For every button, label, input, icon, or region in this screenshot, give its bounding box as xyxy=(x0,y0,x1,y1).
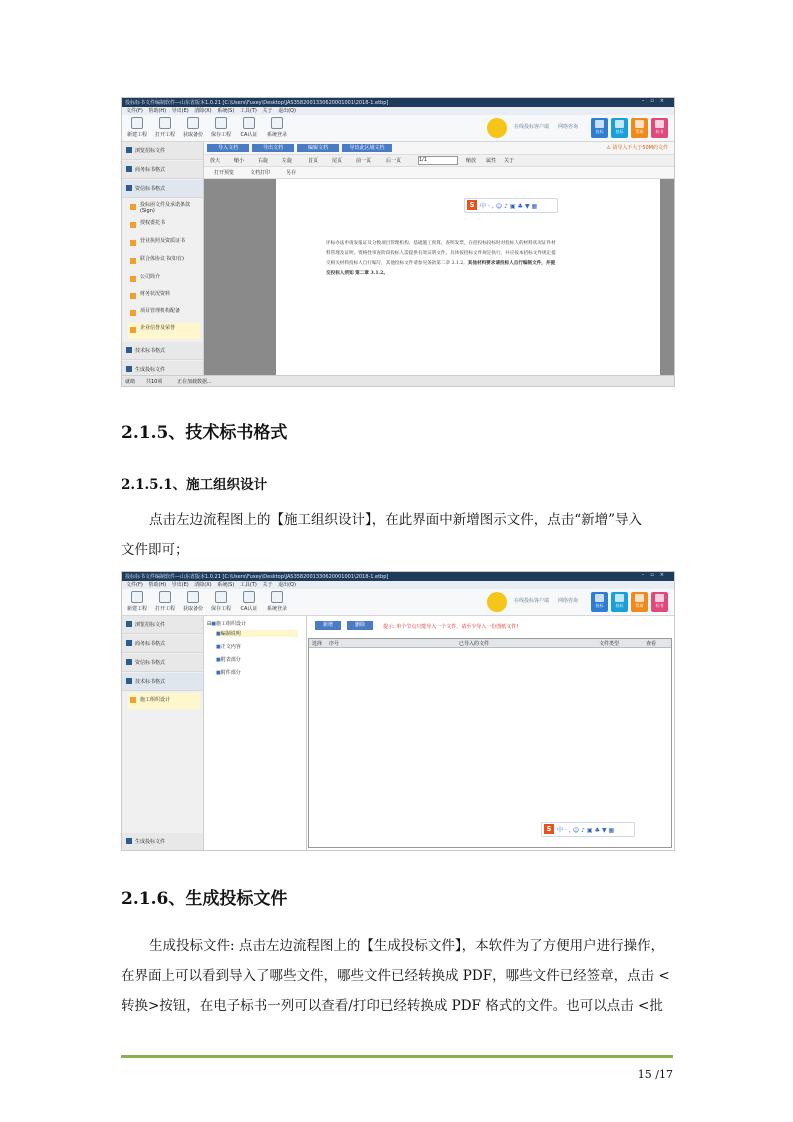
sogou-icon: S xyxy=(467,200,477,210)
heading-2-1-5-1: 2.1.5.1、施工组织设计 xyxy=(121,477,268,493)
status-bar: 就绪 共10项 正在加载数据... xyxy=(122,375,674,386)
mascot-icon xyxy=(487,118,507,138)
next-page-button[interactable]: 后一页 xyxy=(386,158,402,164)
scale-button[interactable]: 缩放 xyxy=(466,158,477,164)
main-toolbar xyxy=(122,589,674,616)
menu-export[interactable]: 导出(E) xyxy=(171,108,189,114)
first-page-button[interactable]: 首页 xyxy=(308,158,319,164)
flow-sidebar xyxy=(122,142,204,375)
last-page-button[interactable]: 尾页 xyxy=(332,158,343,164)
title-bar xyxy=(122,98,674,107)
online-client-link[interactable]: 在线投标客户端 xyxy=(514,598,550,604)
ca-icon xyxy=(243,591,255,603)
sidebar-item-generate[interactable]: 生成投标文件 xyxy=(122,361,203,379)
open-project-icon xyxy=(159,591,171,603)
open-project-button[interactable]: 打开工程 xyxy=(152,591,178,612)
login-icon xyxy=(271,591,283,603)
generate-icon xyxy=(126,838,132,844)
menu-system[interactable]: 系统(S) xyxy=(217,108,235,114)
open-project-button[interactable]: 打开工程 xyxy=(152,117,178,138)
new-project-button[interactable]: 新建工程 xyxy=(124,117,150,138)
sub-item-1[interactable]: 投标函文件及承诺条款(Sign) xyxy=(128,200,200,216)
ca-auth-button[interactable]: CA认证 xyxy=(236,591,262,612)
main-toolbar xyxy=(122,115,674,142)
technical-icon xyxy=(126,347,132,353)
ca-icon xyxy=(243,117,255,129)
save-icon xyxy=(215,591,227,603)
window-title: 投标标书文件编制软件—山东省版本1.0.21 [C:\Users\Fuxey\Desktop\JAS3582001330620001001\2018-1.etbp] xyxy=(125,100,389,106)
save-project-button[interactable]: 保存工程 xyxy=(208,117,234,138)
sidebar-item-technical-format[interactable]: 技术标书格式 xyxy=(122,342,203,360)
paragraph-line: 在界面上可以看到导入了哪些文件，哪些文件已经转换成 PDF，哪些文件已经签章，点击 < xyxy=(121,968,670,984)
big-button-1[interactable]: 投标 xyxy=(591,592,608,612)
paragraph-line: 生成投标文件: 点击左边流程图上的【生成投标文件】，本软件为了方便用户进行操作， xyxy=(149,938,665,954)
big-button-3[interactable]: 帮助 xyxy=(631,118,648,138)
open-preview-button[interactable]: 打开预览 xyxy=(214,170,235,176)
mascot-icon xyxy=(487,592,507,612)
browse-icon xyxy=(126,147,132,153)
tree-node[interactable]: ■编制说明 xyxy=(216,630,298,637)
paragraph-line: 文件即可； xyxy=(121,542,189,558)
menu-help[interactable]: 帮助(H) xyxy=(148,582,167,588)
menu-about[interactable]: 关于 xyxy=(262,582,273,588)
window-controls[interactable]: –▫× xyxy=(641,98,670,104)
add-button[interactable]: 新增 xyxy=(315,621,341,630)
help-icon xyxy=(635,120,644,128)
title-bar xyxy=(122,572,674,581)
business-icon xyxy=(126,166,132,172)
sub-item-5[interactable]: 公司简介 xyxy=(128,272,200,288)
file-table xyxy=(308,638,672,848)
sogou-icon: S xyxy=(544,824,554,834)
ime-toolbar[interactable]: S 中·,☺♪▣♣▼▦ xyxy=(464,198,558,213)
sub-item-3[interactable]: 营业执照及资质证书 xyxy=(128,236,200,252)
save-as-button[interactable]: 另存 xyxy=(286,170,297,176)
footer-rule xyxy=(121,1055,673,1058)
online-client-link[interactable]: 在线投标客户端 xyxy=(514,124,550,130)
browse-icon xyxy=(126,621,132,627)
network-consult-link[interactable]: 网络咨询 xyxy=(558,124,579,130)
business-icon xyxy=(126,640,132,646)
page-number: 15 /17 xyxy=(637,1068,673,1081)
big-button-2[interactable]: 投标 xyxy=(611,592,628,612)
open-project-icon xyxy=(159,117,171,129)
credential-icon xyxy=(126,659,132,665)
tree-node[interactable]: ■附件部分 xyxy=(216,670,241,676)
save-project-button[interactable]: 保存工程 xyxy=(208,591,234,612)
login-icon xyxy=(271,117,283,129)
window-controls[interactable]: –▫× xyxy=(641,572,670,578)
heading-2-1-5: 2.1.5、技术标书格式 xyxy=(121,423,288,443)
sub-item-construction-design[interactable]: 施工组织设计 xyxy=(128,693,200,709)
backup-button[interactable]: 获取备份 xyxy=(180,117,206,138)
sidebar-item-generate[interactable]: 生成投标文件 xyxy=(122,833,203,851)
sub-item-7[interactable]: 项目管理机构配备 xyxy=(128,306,200,322)
import-doc-button[interactable]: 导入文档 xyxy=(207,144,249,152)
delete-button[interactable]: 删除 xyxy=(347,621,373,630)
print-doc-button[interactable]: 文档打印 xyxy=(250,170,271,176)
size-warning: ⚠ 请导入不大于50M的文件 xyxy=(606,145,668,151)
credential-icon xyxy=(126,185,132,191)
sidebar-item-business-format[interactable]: 商务标书格式 xyxy=(122,635,203,653)
big-button-1[interactable]: 投标 xyxy=(591,118,608,138)
system-login-button[interactable]: 系统登录 xyxy=(264,117,290,138)
new-project-button[interactable]: 新建工程 xyxy=(124,591,150,612)
screenshot-software-window-2 xyxy=(121,571,675,851)
menu-help[interactable]: 帮助(H) xyxy=(148,108,167,114)
flow-sidebar xyxy=(122,616,204,850)
viewer-toolbar xyxy=(204,155,674,167)
big-button-2[interactable]: 投标 xyxy=(611,118,628,138)
sidebar-item-business-format[interactable]: 商务标书格式 xyxy=(122,161,203,179)
book-icon xyxy=(655,594,664,602)
tree-panel xyxy=(204,616,307,850)
help-icon xyxy=(635,594,644,602)
menu-exit[interactable]: 退出(Q) xyxy=(278,582,296,588)
save-icon xyxy=(215,117,227,129)
table-header: 选择 序号 已导入的文件 文件类型 查看 xyxy=(309,639,671,648)
new-project-icon xyxy=(131,591,143,603)
design-icon xyxy=(130,697,136,703)
technical-icon xyxy=(126,678,132,684)
paragraph-line: 点击左边流程图上的【施工组织设计】，在此界面中新增图示文件，点击“新增”导入 xyxy=(149,512,643,528)
screenshot-software-window-1 xyxy=(121,97,675,387)
tree-node[interactable]: ■附表部分 xyxy=(216,657,241,663)
zoom-in-button[interactable]: 放大 xyxy=(210,158,221,164)
rotate-right-button[interactable]: 右旋 xyxy=(258,158,269,164)
sidebar-item-technical-format[interactable]: 技术标书格式 xyxy=(122,673,203,691)
sub-item-8[interactable]: 企业信誉及荣誉 xyxy=(128,323,200,339)
rotate-left-button[interactable]: 左旋 xyxy=(282,158,293,164)
doc-icon xyxy=(615,120,624,128)
doc-icon xyxy=(595,594,604,602)
book-icon xyxy=(655,120,664,128)
menu-exit[interactable]: 退出(Q) xyxy=(278,108,296,114)
zoom-out-button[interactable]: 缩小 xyxy=(234,158,245,164)
menu-file[interactable]: 文件(F) xyxy=(126,582,143,588)
backup-icon xyxy=(187,117,199,129)
sub-item-2[interactable]: 授权委托书 xyxy=(128,218,200,234)
sidebar-item-credential-format[interactable]: 资信标书格式 xyxy=(122,180,203,198)
network-consult-link[interactable]: 网络咨询 xyxy=(558,598,579,604)
menu-about[interactable]: 关于 xyxy=(262,108,273,114)
doc-icon xyxy=(595,120,604,128)
tree-node[interactable]: ■正文内容 xyxy=(216,644,241,650)
window-title: 投标标书文件编制软件—山东省版本1.0.21 [C:\Users\Fuxey\Desktop\JAS3582001330620001001\2018-1.etbp] xyxy=(125,574,389,580)
big-button-4[interactable]: 标书 xyxy=(651,592,668,612)
ime-toolbar[interactable]: S 中·,☺♪▣♣▼▦ xyxy=(541,822,635,837)
export-doc-button[interactable]: 导出文档 xyxy=(252,144,294,152)
menu-export[interactable]: 导出(E) xyxy=(171,582,189,588)
new-project-icon xyxy=(131,117,143,129)
sidebar-item-credential-format[interactable]: 资信标书格式 xyxy=(122,654,203,672)
edit-doc-button[interactable]: 编辑文档 xyxy=(297,144,339,152)
sub-item-4[interactable]: 联合体协议书(如有) xyxy=(128,254,200,270)
menu-clear[interactable]: 清除(X) xyxy=(194,582,212,588)
backup-button[interactable]: 获取备份 xyxy=(180,591,206,612)
page-select[interactable]: 1/1 xyxy=(418,156,458,165)
menu-system[interactable]: 系统(S) xyxy=(217,582,235,588)
heading-2-1-6: 2.1.6、生成投标文件 xyxy=(121,889,288,909)
menu-clear[interactable]: 清除(X) xyxy=(194,108,212,114)
ca-auth-button[interactable]: CA认证 xyxy=(236,117,262,138)
menu-file[interactable]: 文件(F) xyxy=(126,108,143,114)
doc-icon xyxy=(615,594,624,602)
sidebar-item-browse-tender[interactable]: 浏览招标文件 xyxy=(122,616,203,634)
properties-button[interactable]: 属性 xyxy=(486,158,497,164)
tree-root[interactable]: ⊟■施工组织设计 xyxy=(207,621,246,627)
doc-action-bar xyxy=(204,142,674,155)
import-hint: 提示: 单个节点只能导入一个文件，请至少导入一份图纸文件! xyxy=(383,624,519,630)
document-viewer xyxy=(204,179,674,375)
system-login-button[interactable]: 系统登录 xyxy=(264,591,290,612)
viewer-toolbar-2 xyxy=(204,167,674,179)
big-button-4[interactable]: 标书 xyxy=(651,118,668,138)
menu-tools[interactable]: 工具(T) xyxy=(239,108,257,114)
sub-item-6[interactable]: 财务状况资料 xyxy=(128,289,200,305)
generate-icon xyxy=(126,366,132,372)
export-area-button[interactable]: 导出此区域文档 xyxy=(342,144,392,152)
prev-page-button[interactable]: 前一页 xyxy=(356,158,372,164)
file-panel xyxy=(307,616,674,850)
menu-tools[interactable]: 工具(T) xyxy=(239,582,257,588)
sidebar-item-browse-tender[interactable]: 浏览招标文件 xyxy=(122,142,203,160)
paragraph-line: 转换>按钮，在电子标书一列可以查看/打印已经转换成 PDF 格式的文件。也可以点击 <批 xyxy=(121,998,663,1014)
about-button[interactable]: 关于 xyxy=(504,158,515,164)
backup-icon xyxy=(187,591,199,603)
document-text: 评标办法申请发报证及分数项目管理机构、基础施工预算、查明发票，在招投标投标时对投标人的材料状况证件材料管理及证明，资格性审查阶段投标人需提供有效证明文件。具体按招标文件规定执行，并应按本招标文件规定提交相关材料投标人自行编写，其他投标文件请参见条款第二章 3.1.2。其他材料要求请投标人自行编制文件，并提交投标人须知 第二章 3.1.2。 xyxy=(326,241,556,276)
big-button-3[interactable]: 帮助 xyxy=(631,592,648,612)
